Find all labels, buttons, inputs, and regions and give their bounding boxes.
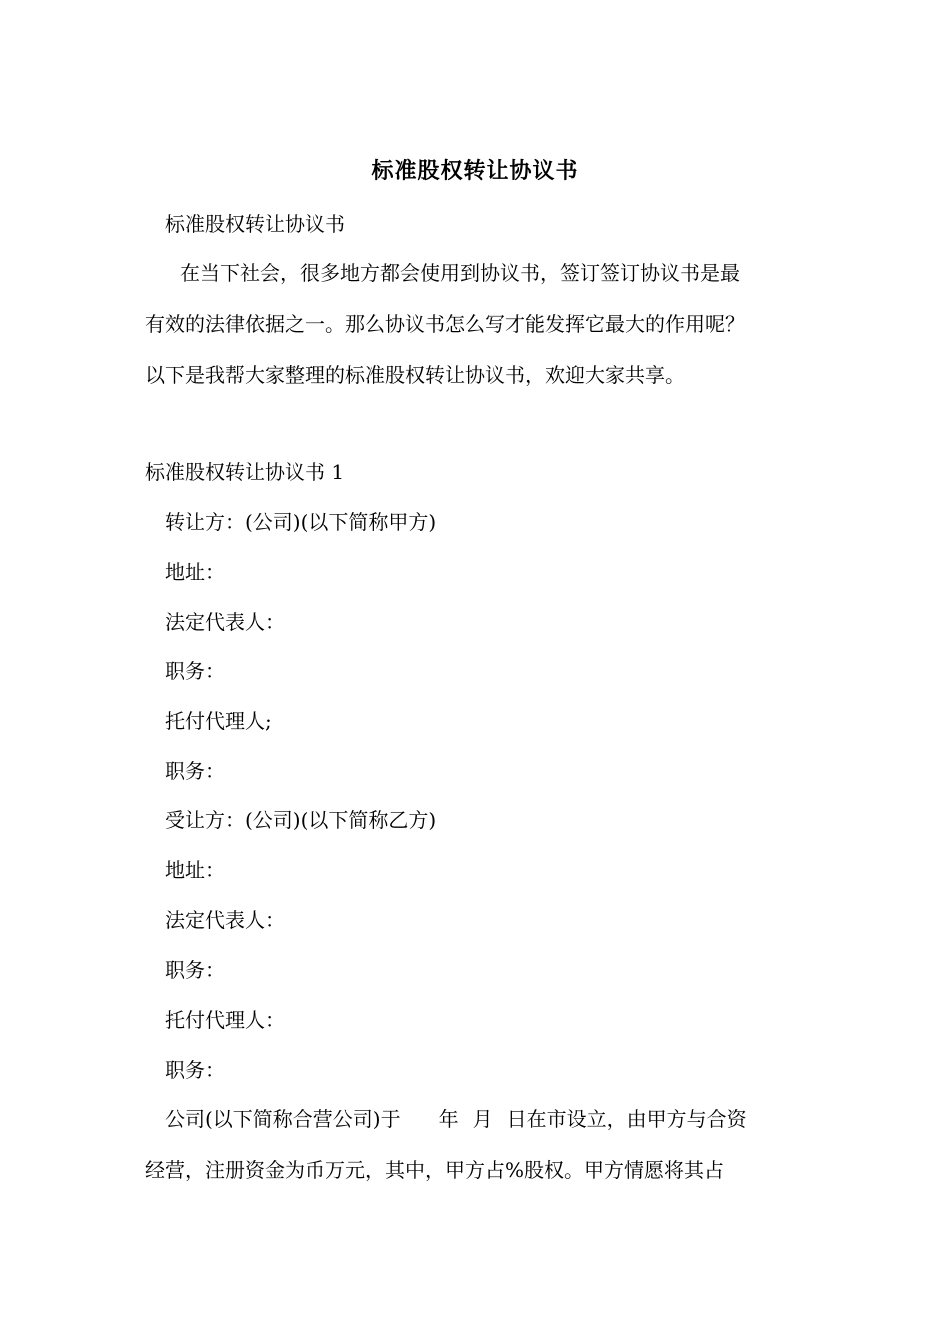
document-title: 标准股权转让协议书	[371, 158, 579, 184]
document-subtitle: 标准股权转让协议书	[165, 212, 345, 236]
body-line-1-part-a: 公司(以下简称合营公司)于	[165, 1107, 401, 1131]
body-line-1	[165, 1104, 747, 1134]
transferor-legal-rep: 法定代表人：	[165, 610, 285, 634]
intro-line-1: 在当下社会，很多地方都会使用到协议书，签订签订协议书是最	[180, 261, 740, 285]
transferee-position: 职务：	[165, 958, 225, 982]
body-line-1-month: 月	[472, 1107, 493, 1131]
section-heading: 标准股权转让协议书 1	[145, 460, 345, 484]
transferor-agent-position: 职务：	[165, 759, 225, 783]
transferor-position: 职务：	[165, 659, 225, 683]
transferee-party: 受让方：(公司)(以下简称乙方)	[165, 808, 437, 832]
transferee-address: 地址：	[165, 858, 225, 882]
body-line-1-year: 年	[438, 1107, 459, 1131]
transferee-legal-rep: 法定代表人：	[165, 908, 285, 932]
body-line-2: 经营，注册资金为币万元，其中，甲方占%股权。甲方情愿将其占	[145, 1158, 725, 1182]
intro-line-2: 有效的法律依据之一。那么协议书怎么写才能发挥它最大的作用呢？	[145, 312, 745, 336]
transferor-party: 转让方：(公司)(以下简称甲方)	[165, 510, 437, 534]
intro-line-3: 以下是我帮大家整理的标准股权转让协议书，欢迎大家共享。	[145, 363, 685, 387]
body-line-1-part-d: 日在市设立，由甲方与合资	[506, 1107, 747, 1131]
transferee-agent: 托付代理人：	[165, 1008, 285, 1032]
transferor-address: 地址：	[165, 560, 225, 584]
transferor-agent: 托付代理人;	[165, 709, 272, 733]
transferee-agent-position: 职务：	[165, 1058, 225, 1082]
